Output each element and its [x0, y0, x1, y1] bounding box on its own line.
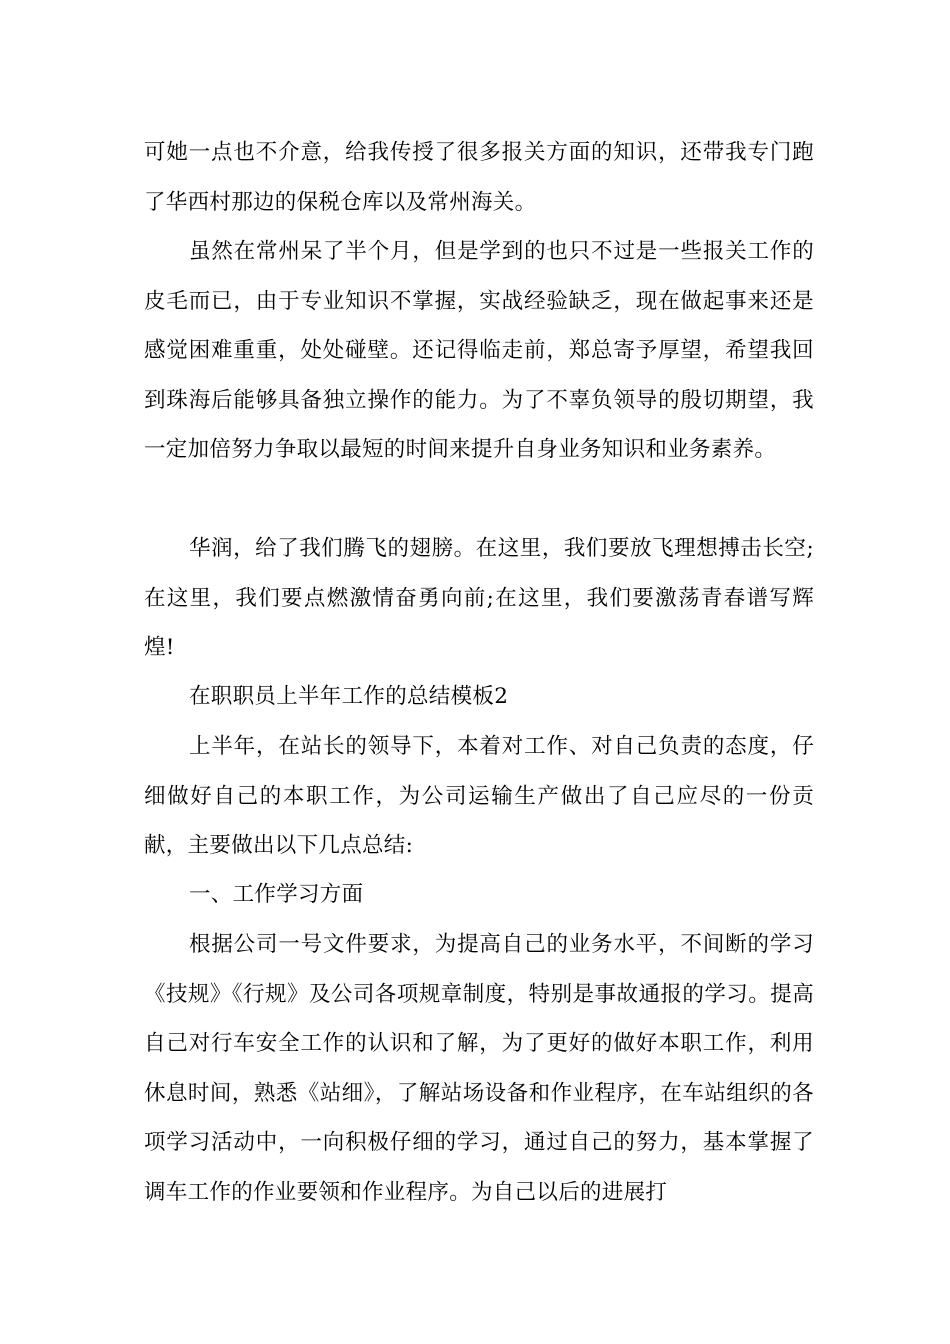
paragraph-2: 虽然在常州呆了半个月，但是学到的也只不过是一些报关工作的皮毛而已，由于专业知识不掌握，实战经验缺乏，现在做起事来还是感觉困难重重，处处碰壁。还记得临走前，郑总寄予厚望，希望我回到珠海后能够具备独立操作的能力。为了不辜负领导的殷切期望，我一定加倍努力争取以最短的时间来提升自身业务知识和业务素养。	[144, 239, 814, 462]
paragraph-3: 华润，给了我们腾飞的翅膀。在这里，我们要放飞理想搏击长空;在这里，我们要点燃激情奋勇向前;在这里，我们要激荡青春谱写辉煌!	[144, 536, 814, 660]
paragraph-1: 可她一点也不介意，给我传授了很多报关方面的知识，还带我专门跑了华西村那边的保税仓库以及常州海关。	[144, 140, 814, 215]
section-title: 在职职员上半年工作的总结模板2	[189, 684, 509, 709]
subsection-heading: 一、工作学习方面	[189, 882, 364, 907]
paragraph-4: 上半年，在站长的领导下，本着对工作、对自己负责的态度，仔细做好自己的本职工作，为公司运输生产做出了自己应尽的一份贡献，主要做出以下几点总结:	[144, 734, 814, 858]
paragraph-5: 根据公司一号文件要求，为提高自己的业务水平，不间断的学习《技规》《行规》及公司各项规章制度，特别是事故通报的学习。提高自己对行车安全工作的认识和了解，为了更好的做好本职工作，利用休息时间，熟悉《站细》，了解站场设备和作业程序，在车站组织的各项学习活动中，一向积极仔细的学习，通过自己的努力，基本掌握了调车工作的作业要领和作业程序。为自己以后的进展打	[144, 932, 814, 1205]
